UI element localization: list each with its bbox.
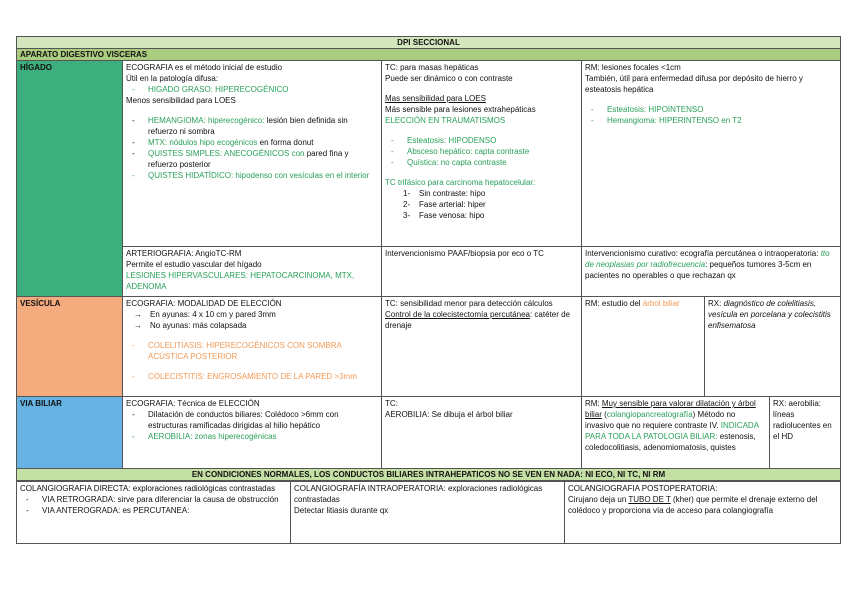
- section-title: APARATO DIGESTIVO VISCERAS: [17, 49, 841, 61]
- list-item: - Absceso hepático: capta contraste: [391, 147, 530, 156]
- text: TC trifásico para carcinoma hepatocelular:: [385, 178, 536, 187]
- row-label-via-biliar: VIA BILIAR: [17, 397, 123, 469]
- sheet-title: DPI SECCIONAL: [17, 37, 841, 49]
- text: COLANGIOGRAFÍA INTRAOPERATORIA: exploraciones radiológicas contrastadas: [294, 484, 543, 504]
- vesicula-rm-cell: RM: estudio del árbol biliar: [582, 297, 705, 397]
- list-item: - Dilatación de conductos biliares: Colédoco >6mm con estructuras ramificadas dirigidas al hilio hepático: [132, 410, 339, 430]
- list-item: 2- Fase arterial: hiper: [403, 200, 486, 209]
- text: ECOGRAFIA: MODALIDAD DE ELECCIÓN: [126, 299, 282, 308]
- text: Control de la colecistectomía percutánea: catéter de drenaje: [385, 310, 570, 330]
- vesicula-ecografia-cell: [123, 297, 382, 397]
- text: ECOGRAFIA es el método inicial de estudio: [126, 63, 283, 72]
- text: TC:: [385, 399, 398, 408]
- text: AEROBILIA: Se dibuja el árbol biliar: [385, 410, 513, 419]
- text: Menos sensibilidad para LOES: [126, 96, 236, 105]
- text: RM: lesiones focales <1cm: [585, 63, 681, 72]
- text: Mas sensibilidad para LOES: [385, 94, 486, 103]
- via-rx-cell: RX: aerobilia: líneas radiolucentes en el HD: [770, 397, 841, 469]
- list-item: 3- Fase venosa: hipo: [403, 211, 485, 220]
- colangio-intraoperatoria-cell: [291, 482, 565, 544]
- list-item: - AEROBILIA: zonas hiperecogénicas: [132, 432, 277, 441]
- colangio-directa-cell: [17, 482, 291, 544]
- list-item: 1- Sin contraste: hipo: [403, 189, 486, 198]
- via-tc-cell: [382, 397, 582, 469]
- colangio-postoperatoria-cell: [565, 482, 841, 544]
- summary-sheet: [16, 36, 840, 544]
- text: También, útil para enfermedad difusa por depósito de hierro y esteatosis hepática: [585, 74, 803, 94]
- via-rm-cell: RM: Muy sensible para valorar dilatación y árbol biliar (colangiopancreatografía) Método no invasivo que no requiere contraste IV. INDICADA PARA TODA LA PATOLOGIA BILIAR: estenosis, coledocolitiasis, adenomiomatosis, quistes: [582, 397, 770, 469]
- vesicula-tc-cell: [382, 297, 582, 397]
- colangiografia-table: [16, 481, 841, 544]
- list-item: - HIGADO GRASO: HIPERECOGÉNICO: [132, 85, 289, 94]
- list-item: - COLELITIASIS: HIPERECOGÉNICOS CON SOMBRA ACÚSTICA POSTERIOR: [132, 341, 342, 361]
- list-item: - Hemangioma: HIPERINTENSO en T2: [591, 116, 742, 125]
- higado-curativo-cell: Intervencionismo curativo: ecografía percutánea o intraoperatoria: tto de neoplasias por radiofrecuencia: pequeños tumores 3-5cm en pacientes no operables o que rechazan qx: [582, 247, 841, 297]
- text: ARTERIOGRAFIA: AngioTC-RM: [126, 249, 242, 258]
- higado-arteriografia-cell: [123, 247, 382, 297]
- main-table: [16, 36, 841, 481]
- list-item: - HEMANGIOMA: hiperecogénico: lesión bien definida sin refuerzo ni sombra: [132, 116, 348, 136]
- text: Puede ser dinámico o con contraste: [385, 74, 513, 83]
- higado-tc-cell: [382, 61, 582, 247]
- text: LESIONES HIPERVASCULARES: HEPATOCARCINOMA, MTX, ADENOMA: [126, 271, 355, 291]
- list-item: - MTX: nódulos hipo ecogénicos en forma donut: [132, 138, 314, 147]
- text: Detectar litiasis durante qx: [294, 506, 389, 515]
- list-item: - Esteatosis: HIPODENSO: [391, 136, 497, 145]
- text: ECOGRAFIA: Técnica de ELECCIÓN: [126, 399, 260, 408]
- list-item: - Quística: no capta contraste: [391, 158, 507, 167]
- note-banner: EN CONDICIONES NORMALES, LOS CONDUCTOS BILIARES INTRAHEPATICOS NO SE VEN EN NADA: NI ECO, NI TC, NI RM: [17, 469, 841, 481]
- text: Más sensible para lesiones extrahepáticas: [385, 105, 536, 114]
- higado-rm-cell: [582, 61, 841, 247]
- via-ecografia-cell: [123, 397, 382, 469]
- row-label-higado: HÍGADO: [17, 61, 123, 297]
- higado-ecografia-cell: [123, 61, 382, 247]
- text: Permite el estudio vascular del hígado: [126, 260, 262, 269]
- list-item: → No ayunas: más colapsada: [134, 321, 247, 330]
- list-item: - COLECISTITIS: ENGROSAMIENTO DE LA PARED >3mm: [132, 372, 357, 381]
- text: ELECCIÓN EN TRAUMATISMOS: [385, 116, 506, 125]
- vesicula-rx-cell: RX: diagnóstico de colelitiasis, vesícula en porcelana y colecistitis enfisematosa: [705, 297, 841, 397]
- text: COLANGIOGRAFIA DIRECTA: exploraciones radiológicas contrastadas: [20, 484, 276, 493]
- list-item: → En ayunas: 4 x 10 cm y pared 3mm: [134, 310, 276, 319]
- list-item: - VIA ANTEROGRADA: es PERCUTANEA:: [26, 506, 190, 515]
- row-label-vesicula: VESÍCULA: [17, 297, 123, 397]
- higado-intervencionismo-cell: Intervencionismo PAAF/biopsia por eco o TC: [382, 247, 582, 297]
- text: COLANGIOGRAFIA POSTOPERATORIA:: [568, 484, 718, 493]
- list-item: - Esteatosis: HIPOINTENSO: [591, 105, 704, 114]
- text: Útil en la patología difusa:: [126, 74, 219, 83]
- list-item: - QUISTES HIDATÍDICO: hipodenso con vesículas en el interior: [132, 171, 370, 180]
- list-item: - VIA RETROGRADA: sirve para diferenciar la causa de obstrucción: [26, 495, 279, 504]
- list-item: - QUISTES SIMPLES: ANECOGÉNICOS con pared fina y refuerzo posterior: [132, 149, 349, 169]
- text: Cirujano deja un TUBO DE T (kher) que permite el drenaje externo del colédoco y proporciona vía de acceso para colangiografía: [568, 495, 818, 515]
- text: TC: sensibilidad menor para detección cálculos: [385, 299, 553, 308]
- text: TC: para masas hepáticas: [385, 63, 479, 72]
